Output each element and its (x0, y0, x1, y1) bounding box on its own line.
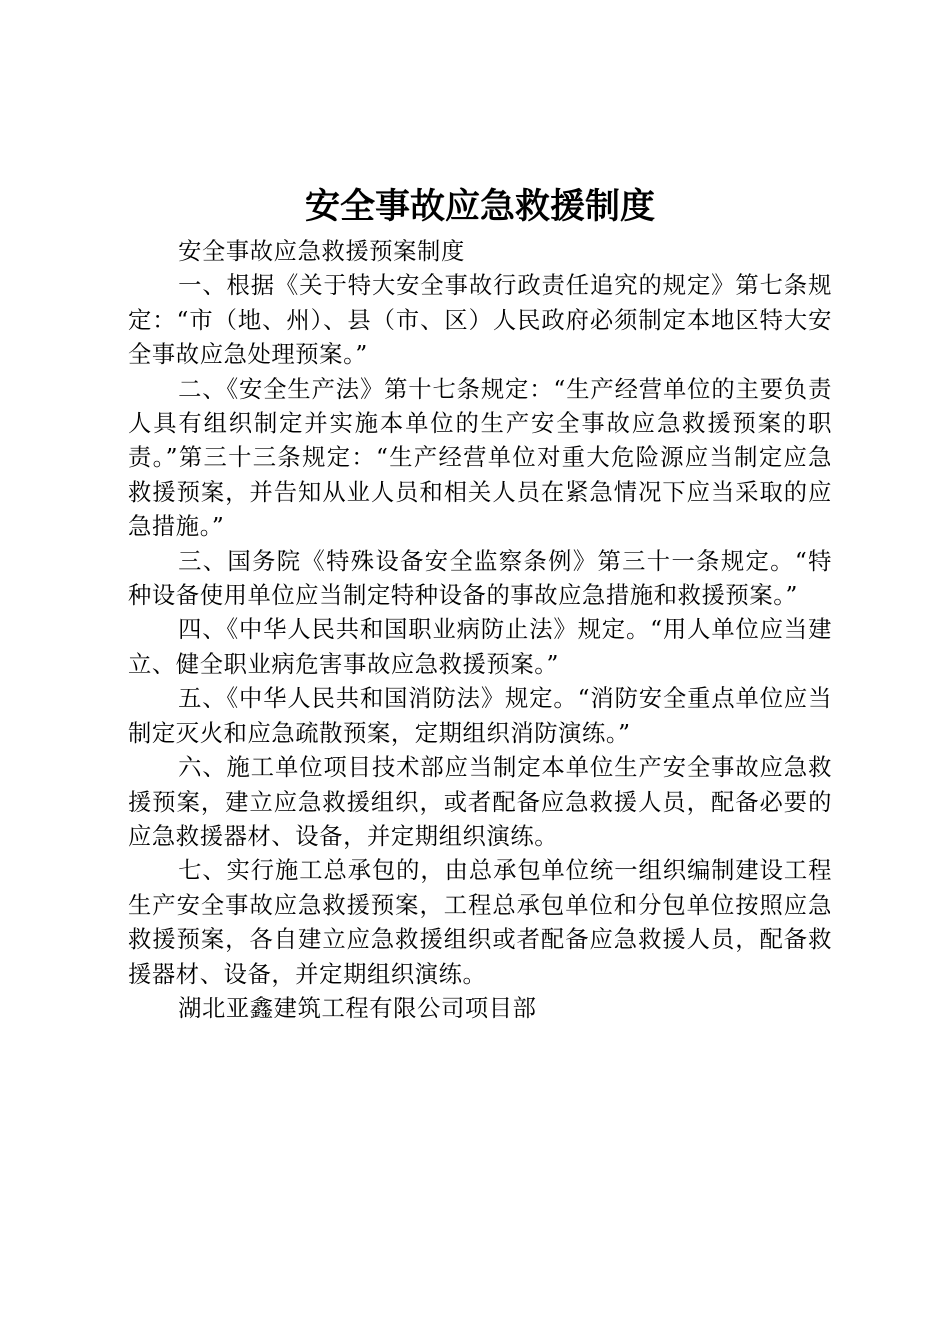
paragraph-7: 七、实行施工总承包的，由总承包单位统一组织编制建设工程生产安全事故应急救援预案，工程总承包单位和分包单位按照应急救援预案，各自建立应急救援组织或者配备应急救援人员，配备救援器材、设备，并定期组织演练。 (128, 857, 832, 988)
paragraph-3: 三、国务院《特殊设备安全监察条例》第三十一条规定。“特种设备使用单位应当制定特种设备的事故应急措施和救援预案。” (128, 547, 832, 610)
document-body (128, 235, 832, 1026)
document-subtitle: 安全事故应急救援预案制度 (178, 238, 465, 265)
paragraph-1: 一、根据《关于特大安全事故行政责任追究的规定》第七条规定：“市（地、州）、县（市、区）人民政府必须制定本地区特大安全事故应急处理预案。” (128, 272, 832, 369)
document-title: 安全事故应急救援制度 (304, 186, 655, 227)
paragraph-6: 六、施工单位项目技术部应当制定本单位生产安全事故应急救援预案，建立应急救援组织，或者配备应急救援人员，配备必要的应急救援器材、设备，并定期组织演练。 (128, 754, 832, 850)
paragraph-4: 四、《中华人民共和国职业病防止法》规定。“用人单位应当建立、健全职业病危害事故应急救援预案。” (128, 616, 832, 678)
paragraph-2: 二、《安全生产法》第十七条规定：“生产经营单位的主要负责人具有组织制定并实施本单位的生产安全事故应急救援预案的职责。”第三十三条规定：“生产经营单位对重大危险源应当制定应急救援预案，并告知从业人员和相关人员在紧急情况下应当采取的应急措施。” (128, 375, 832, 541)
signature-line: 湖北亚鑫建筑工程有限公司项目部 (178, 994, 537, 1022)
paragraph-5: 五、《中华人民共和国消防法》规定。“消防安全重点单位应当制定灭火和应急疏散预案，定期组织消防演练。” (128, 685, 832, 747)
